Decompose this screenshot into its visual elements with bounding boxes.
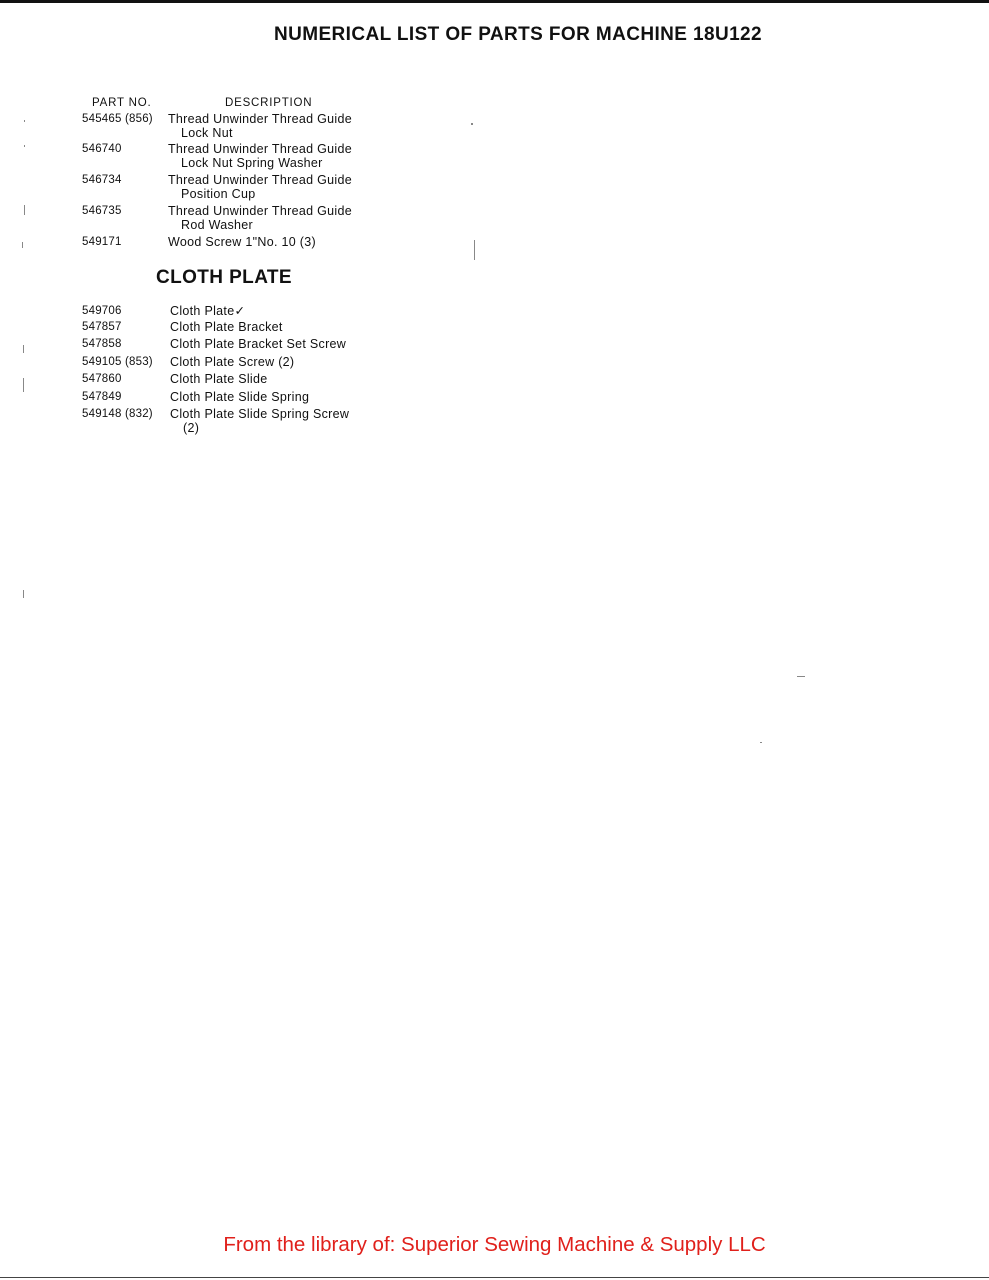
scan-speck [471,123,473,125]
part-description [168,174,352,201]
description-continuation: Lock Nut Spring Washer [181,155,323,170]
scan-speck [797,676,805,677]
scan-speck [23,345,24,353]
description-continuation: Position Cup [181,186,256,201]
description-continuation: Rod Washer [181,217,254,232]
part-description: Cloth Plate Slide Spring [170,390,310,404]
part-number: 545465 (856) [82,113,153,125]
part-description [168,205,352,232]
part-description: Cloth Plate Slide [170,372,268,386]
part-description [168,236,316,250]
bottom-rule [0,1277,989,1278]
description-line: Thread Unwinder Thread Guide [168,173,352,187]
part-number: 546740 [82,143,122,155]
part-number: 549105 (853) [82,356,153,368]
column-header-description: DESCRIPTION [225,97,313,109]
scan-speck [760,742,762,743]
part-number: 549148 (832) [82,408,153,420]
part-number: 546734 [82,174,122,186]
part-description: Cloth Plate Bracket Set Screw [170,337,347,351]
section-heading-cloth-plate: CLOTH PLATE [156,267,292,288]
part-description [168,143,352,170]
part-description: Cloth Plate✓ [170,304,246,318]
scan-speck [22,242,23,248]
description-line: Thread Unwinder Thread Guide [168,204,352,218]
description-continuation: Lock Nut [181,125,233,140]
part-description: Cloth Plate Bracket [170,320,283,334]
library-footer: From the library of: Superior Sewing Machine & Supply LLC [223,1233,766,1256]
description-line: Thread Unwinder Thread Guide [168,142,352,156]
part-number: 547857 [82,321,122,333]
part-number: 547858 [82,338,122,350]
top-rule [0,0,989,3]
scan-speck [474,240,475,260]
part-description [168,113,352,140]
part-number: 549706 [82,305,122,317]
page-title: NUMERICAL LIST OF PARTS FOR MACHINE 18U122 [274,24,762,45]
scan-speck [24,120,25,122]
part-number: 547849 [82,391,122,403]
part-number: 546735 [82,205,122,217]
description-line: Thread Unwinder Thread Guide [168,112,352,126]
scan-speck [24,145,25,147]
scan-speck [24,205,25,215]
description-line: Cloth Plate Slide Spring Screw [170,407,350,421]
scan-speck [23,590,24,598]
part-number: 547860 [82,373,122,385]
description-continuation: (2) [183,420,200,435]
column-header-part-no: PART NO. [92,97,152,109]
part-description: Cloth Plate Screw (2) [170,355,295,369]
scan-speck [23,378,24,392]
part-number: 549171 [82,236,122,248]
description-line: Wood Screw 1"No. 10 (3) [168,235,316,249]
part-description [170,408,349,435]
